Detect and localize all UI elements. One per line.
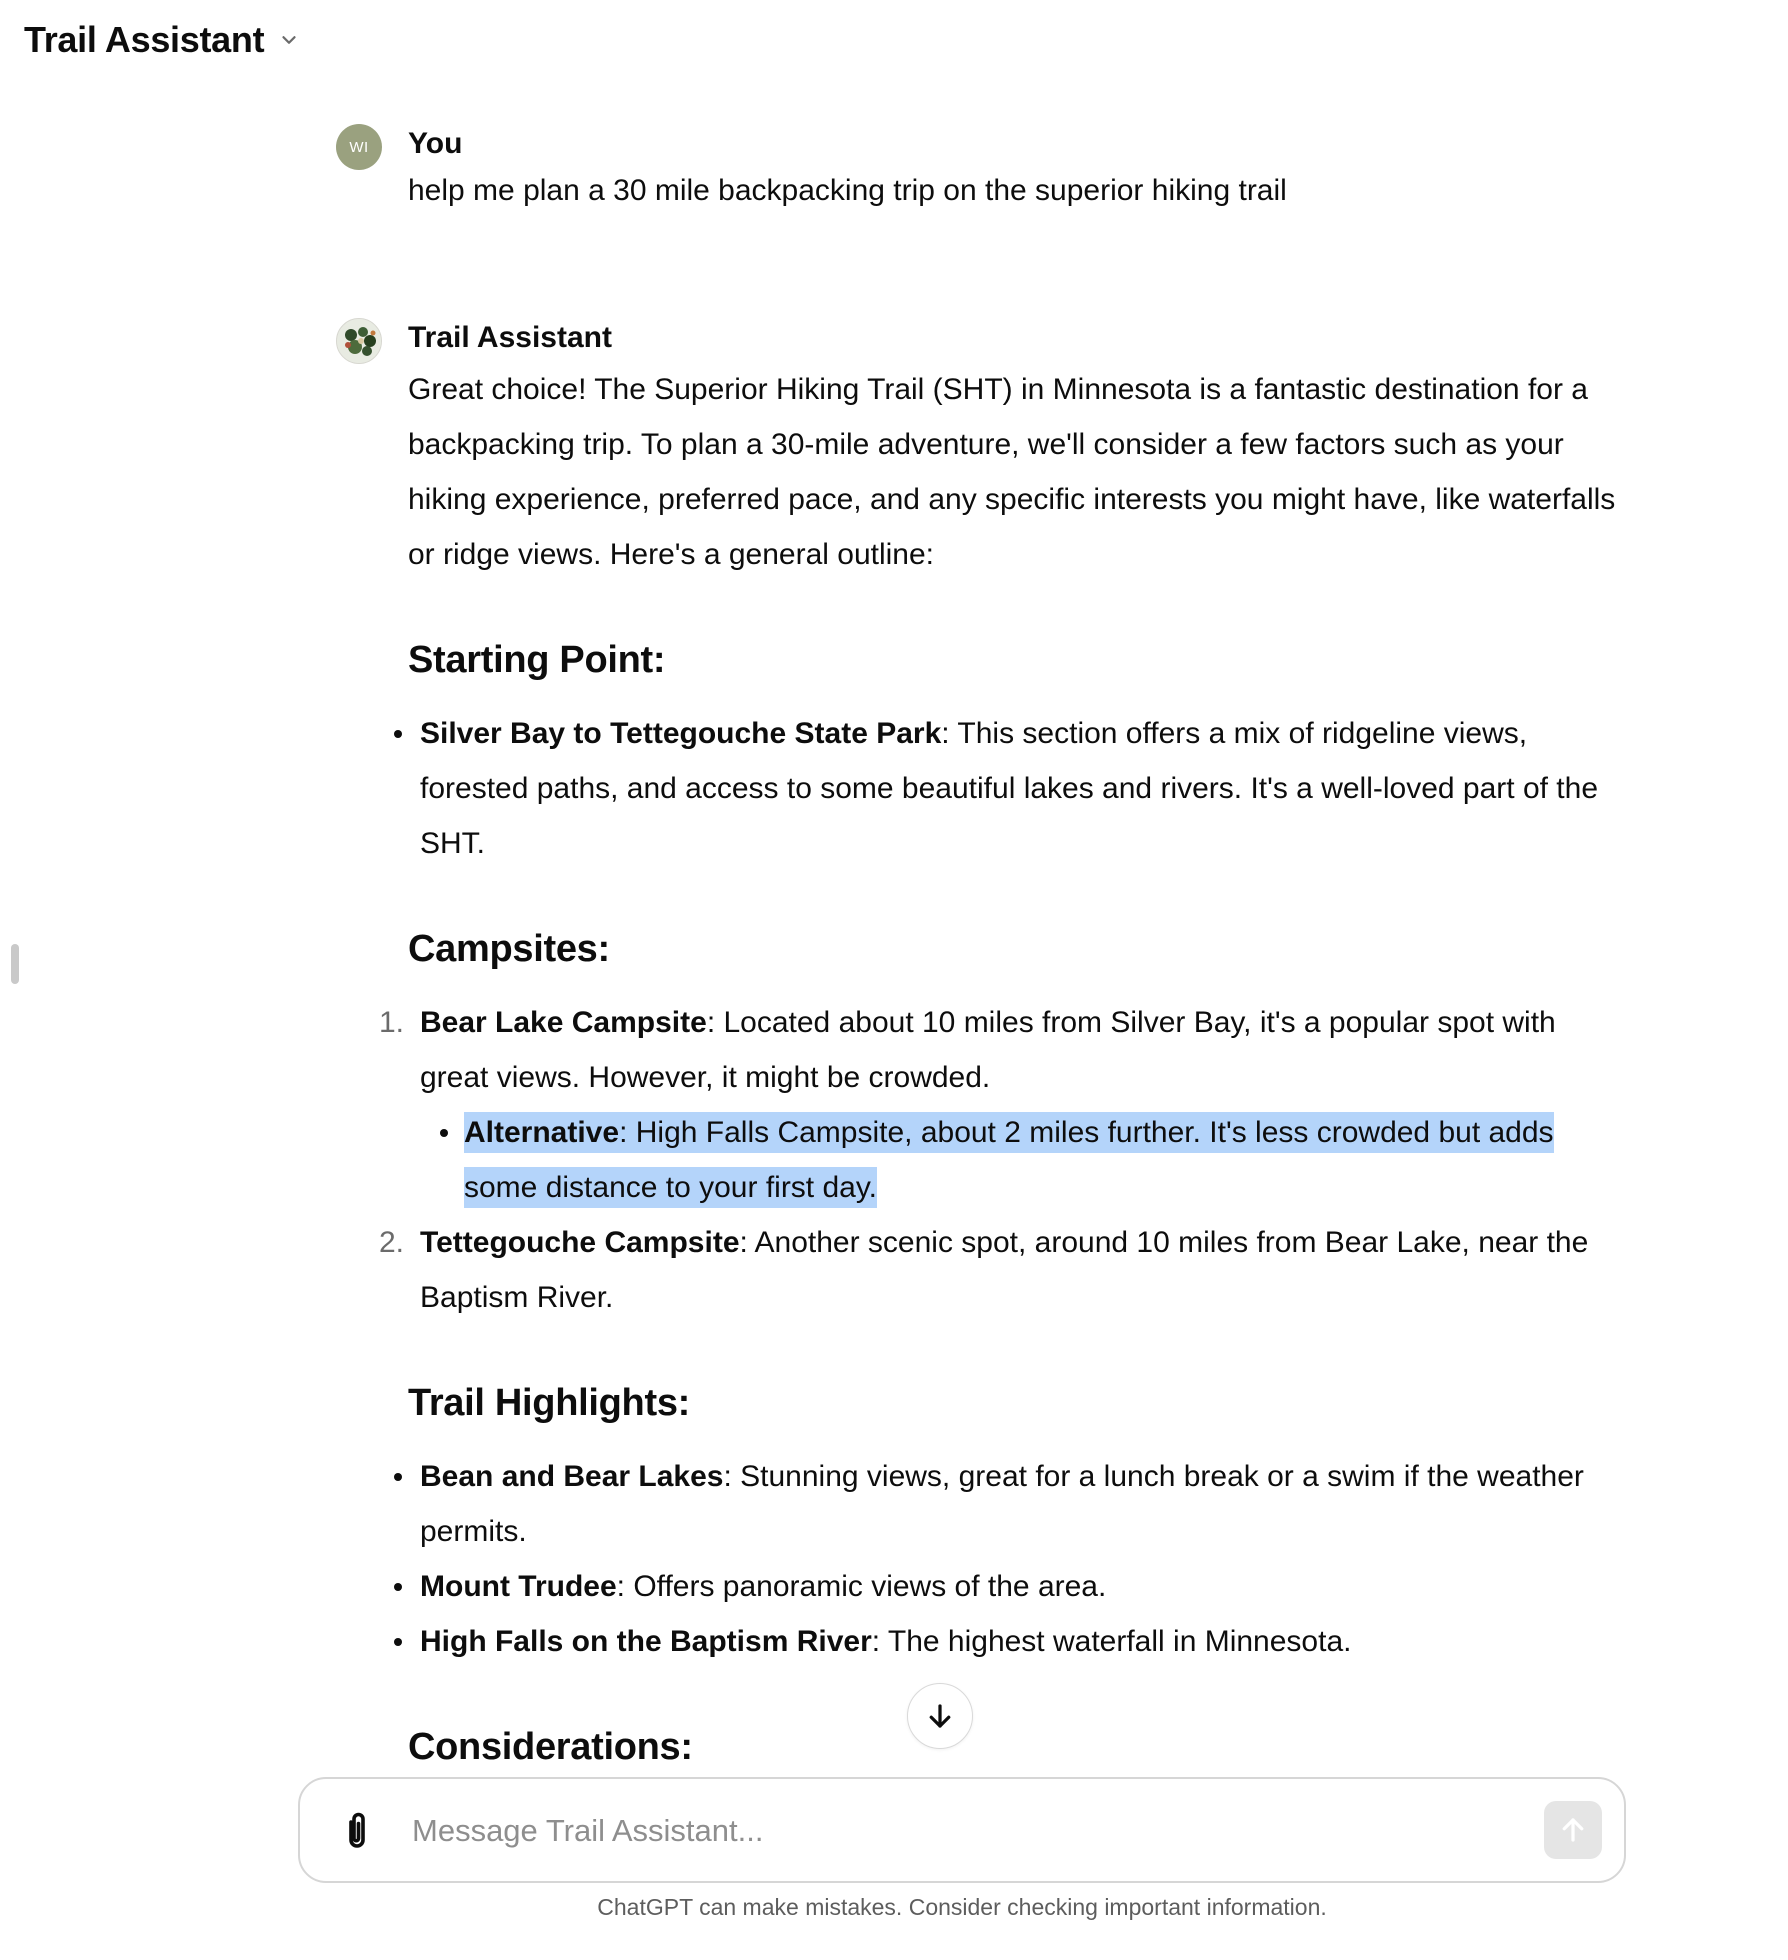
list-item — [408, 1449, 1616, 1559]
composer — [298, 1777, 1626, 1883]
sub-list-item — [464, 1105, 1616, 1215]
conversation — [336, 124, 1616, 1793]
section-heading-trail-highlights: Trail Highlights: — [408, 1382, 691, 1424]
item-title: High Falls on the Baptism River — [420, 1625, 872, 1658]
selected-text — [464, 1112, 1554, 1208]
list-number: 1. — [378, 1006, 404, 1039]
item-title: Tettegouche Campsite — [420, 1226, 740, 1259]
item-title: Bean and Bear Lakes — [420, 1460, 724, 1493]
item-text: : Another scenic spot, around 10 miles from Bear Lake, near the Baptism River. — [420, 1226, 1589, 1314]
arrow-down-icon — [925, 1701, 955, 1731]
section-heading-considerations: Considerations: — [408, 1726, 693, 1768]
model-selector[interactable] — [24, 14, 300, 66]
item-text: : The highest waterfall in Minnesota. — [871, 1625, 1352, 1658]
user-message — [336, 124, 1616, 214]
list-item — [408, 1614, 1616, 1669]
item-title: Mount Trudee — [420, 1570, 617, 1603]
item-title: Silver Bay to Tettegouche State Park — [420, 717, 942, 750]
sidebar-resize-handle[interactable] — [11, 944, 19, 984]
bullet-icon — [440, 1129, 448, 1137]
message-input[interactable] — [410, 1801, 1490, 1861]
bullet-icon — [394, 1473, 402, 1481]
item-title: Alternative — [464, 1116, 620, 1149]
item-text: : Located about 10 miles from Silver Bay, it's a popular spot with great views. However, it might be crowded. — [420, 1006, 1556, 1094]
section-heading-starting-point: Starting Point: — [408, 639, 666, 681]
attach-button[interactable] — [338, 1809, 376, 1853]
arrow-up-icon — [1558, 1815, 1588, 1845]
starting-point-list — [408, 706, 1616, 871]
sub-list — [420, 1105, 1616, 1215]
avatar-initials: WI — [349, 138, 369, 156]
item-text: : Offers panoramic views of the area. — [616, 1570, 1107, 1603]
bullet-icon — [394, 730, 402, 738]
item-text: : High Falls Campsite, about 2 miles further. It's less crowded but adds some distance to your first day. — [464, 1116, 1554, 1204]
list-item — [378, 1215, 1616, 1325]
item-text: : Stunning views, great for a lunch break or a swim if the weather permits. — [420, 1460, 1584, 1548]
avatar — [336, 124, 382, 170]
assistant-avatar — [336, 318, 382, 364]
paperclip-icon — [342, 1810, 372, 1852]
campsites-list — [378, 995, 1616, 1325]
list-item — [408, 706, 1616, 871]
intro-paragraph: Great choice! The Superior Hiking Trail (SHT) in Minnesota is a fantastic destination for a backpacking trip. To plan a 30-mile adventure, we'll consider a few factors such as your hiking experience, preferred pace, and any specific interests you might have, like waterfalls or ridge views. Here's a general outline: — [408, 373, 1616, 571]
list-item — [408, 1559, 1616, 1614]
scroll-to-bottom-button[interactable] — [907, 1683, 973, 1749]
bullet-icon — [394, 1583, 402, 1591]
message-author: Trail Assistant — [408, 321, 612, 354]
list-item — [378, 995, 1616, 1215]
message-text: help me plan a 30 mile backpacking trip on the superior hiking trail — [408, 174, 1287, 207]
send-button[interactable] — [1544, 1801, 1602, 1859]
section-heading-campsites: Campsites: — [408, 928, 610, 970]
trail-highlights-list — [408, 1449, 1616, 1669]
chevron-down-icon — [278, 29, 300, 51]
page-title: Trail Assistant — [24, 19, 265, 60]
message-author: You — [408, 127, 463, 160]
bullet-icon — [394, 1638, 402, 1646]
assistant-message — [336, 318, 1616, 1775]
list-number: 2. — [378, 1226, 404, 1259]
item-title: Bear Lake Campsite — [420, 1006, 707, 1039]
item-text: : This section offers a mix of ridgeline views, forested paths, and access to some beautiful lakes and rivers. It's a well-loved part of the SHT. — [420, 717, 1599, 860]
disclaimer: ChatGPT can make mistakes. Consider checking important information. — [597, 1894, 1327, 1920]
